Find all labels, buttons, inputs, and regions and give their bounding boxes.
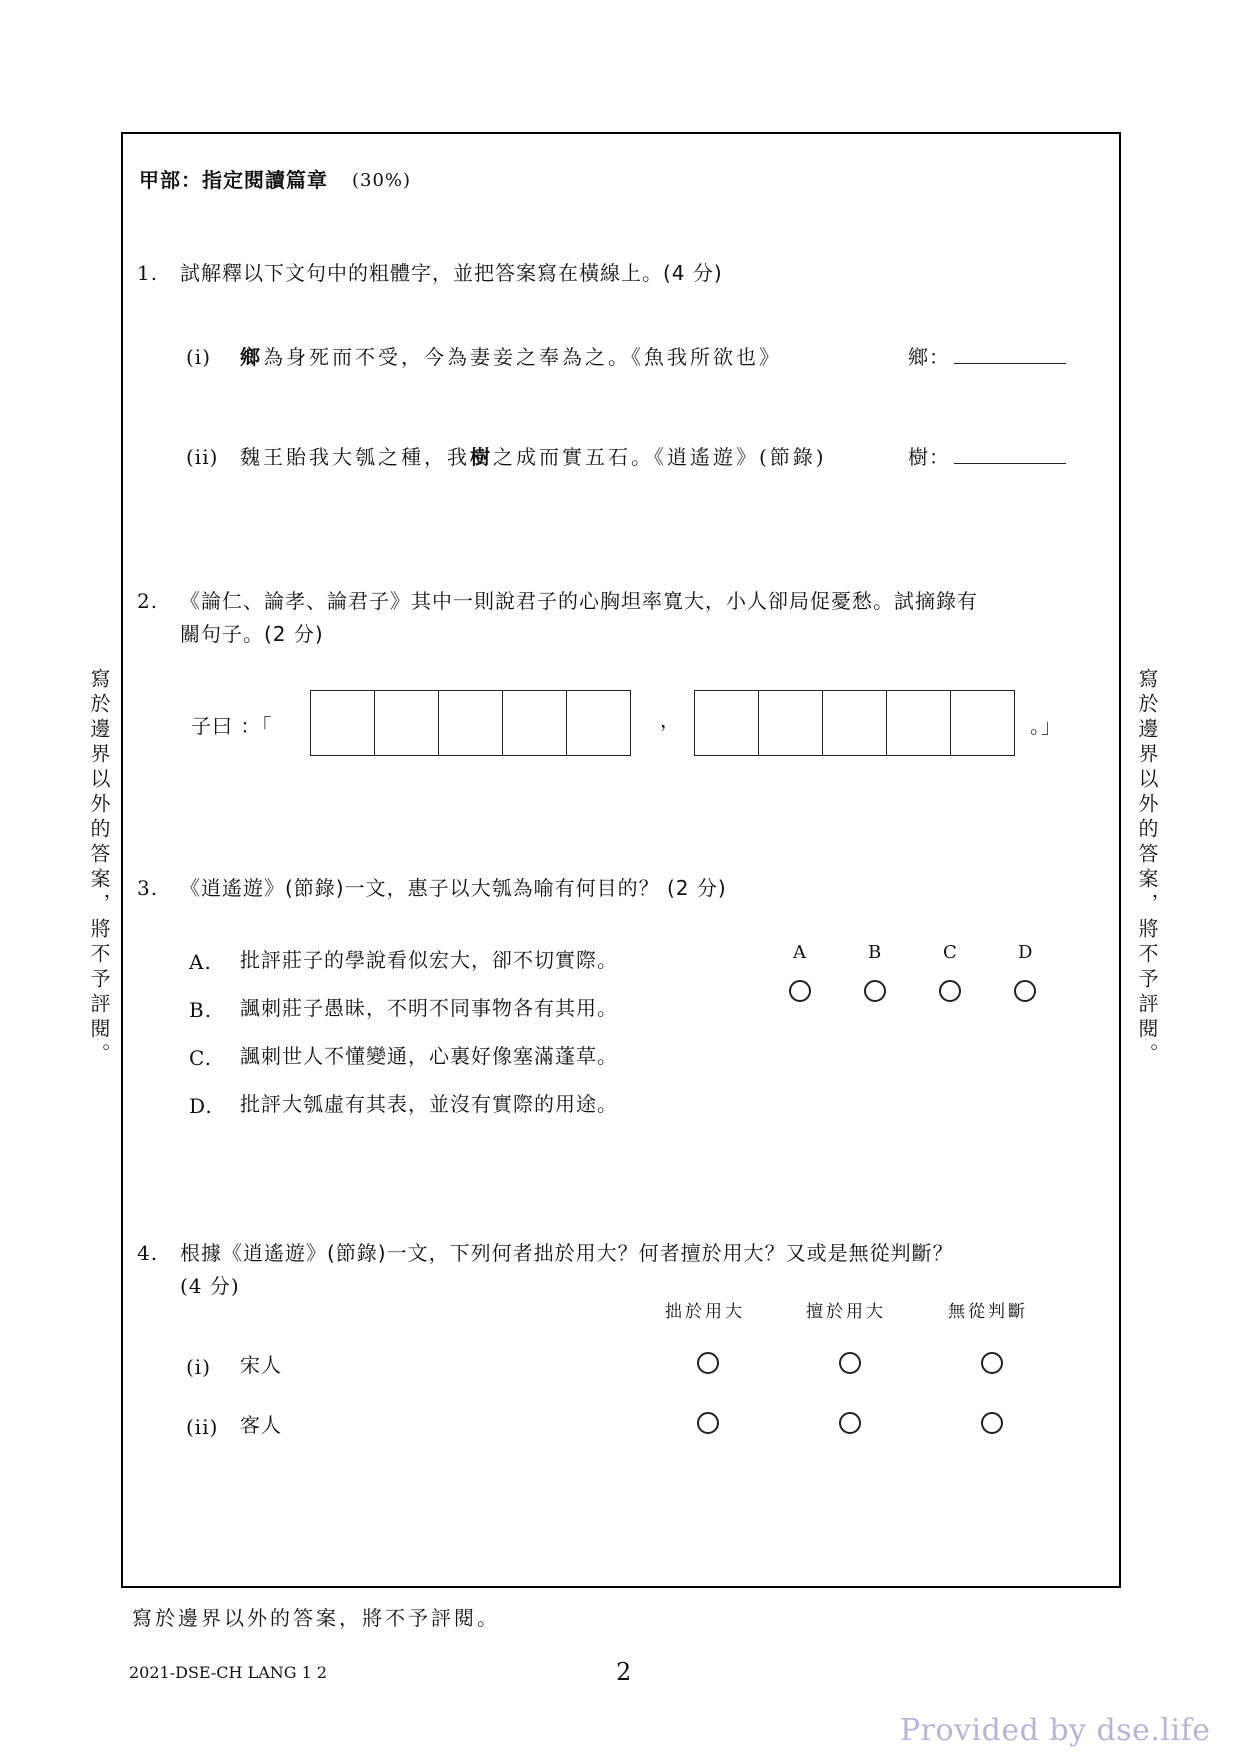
answer-box[interactable]: [887, 691, 951, 755]
q4-prompt-line2: (4 分): [180, 1274, 240, 1298]
q1-prompt: 試解釋以下文句中的粗體字，並把答案寫在橫線上。(4 分): [180, 261, 723, 285]
q4-col-2: 擅於用大: [806, 1302, 886, 1322]
q4-row-2-bubble-3[interactable]: [981, 1412, 1003, 1434]
watermark: Provided by dse.life: [900, 1713, 1211, 1748]
q3-bubble-c[interactable]: [939, 980, 961, 1002]
section-title: 甲部：指定閱讀篇章: [139, 168, 328, 192]
q1-answer-2-label: 樹：: [908, 445, 950, 469]
q4-row-2-bubble-2[interactable]: [839, 1412, 861, 1434]
bottom-note: 寫於邊界以外的答案，將不予評閱。: [132, 1606, 500, 1630]
q1-item-2-label: (ii): [186, 445, 219, 469]
q3-option-b-text: 諷刺莊子愚昧，不明不同事物各有其用。: [240, 996, 618, 1020]
q3-bubble-label-b: B: [868, 942, 883, 963]
right-margin-note: 寫於邊界以外的答案，將不予評閱。: [1135, 668, 1159, 1068]
q3-option-a-letter: A.: [189, 950, 212, 974]
q3-option-c-text: 諷刺世人不懂變通，心裏好像塞滿蓬草。: [240, 1044, 618, 1068]
q3-option-b-letter: B.: [189, 998, 213, 1022]
q1-item-2-before: 魏王貽我大瓠之種，我: [240, 445, 470, 469]
q2-prompt-line1: 《論仁、論孝、論君子》其中一則說君子的心胸坦率寬大，小人卻局促憂愁。試摘錄有: [180, 589, 978, 613]
q3-number: 3.: [137, 876, 159, 900]
q1-item-2-bold: 樹: [470, 445, 493, 469]
footer-code: 2021-DSE-CH LANG 1 2: [129, 1663, 328, 1682]
q4-row-2-label: (ii): [186, 1415, 219, 1439]
q4-row-1-bubble-2[interactable]: [839, 1352, 861, 1374]
answer-box[interactable]: [567, 691, 631, 755]
q1-item-1-text: [240, 347, 782, 367]
q3-bubble-label-d: D: [1018, 942, 1034, 963]
q2-prompt-line2: 關句子。(2 分): [180, 622, 324, 646]
answer-box[interactable]: [759, 691, 823, 755]
q3-option-d-letter: D.: [189, 1094, 213, 1118]
answer-box[interactable]: [439, 691, 503, 755]
answer-box[interactable]: [375, 691, 439, 755]
q3-bubble-label-a: A: [793, 942, 807, 963]
page-number: 2: [616, 1658, 633, 1686]
section-marks: (30%): [352, 170, 412, 191]
q3-bubble-label-c: C: [943, 942, 958, 963]
q4-row-1-text: 宋人: [240, 1353, 282, 1377]
q1-answer-1: [908, 347, 1066, 367]
q2-answer-boxes-2[interactable]: [694, 690, 1015, 756]
q1-item-2-text: [240, 447, 827, 467]
q1-answer-1-label: 鄉：: [908, 345, 950, 369]
q3-option-d-text: 批評大瓠虛有其表，並沒有實際的用途。: [240, 1092, 618, 1116]
q4-row-2-text: 客人: [240, 1413, 282, 1437]
q4-row-1-bubble-1[interactable]: [697, 1352, 719, 1374]
q2-lead: 子曰 ：「: [191, 714, 273, 738]
q4-col-1: 拙於用大: [665, 1302, 745, 1322]
q3-bubble-d[interactable]: [1014, 980, 1036, 1002]
q1-answer-2-line[interactable]: [954, 447, 1066, 464]
q1-number: 1.: [137, 261, 159, 285]
q2-answer-boxes-1[interactable]: [310, 690, 631, 756]
q1-answer-2: [908, 447, 1066, 467]
q3-option-a-text: 批評莊子的學說看似宏大，卻不切實際。: [240, 948, 618, 972]
q4-col-3: 無從判斷: [948, 1302, 1028, 1322]
q3-prompt: 《逍遙遊》(節錄)一文，惠子以大瓠為喻有何目的？ (2 分): [180, 876, 727, 900]
q2-end: 。」: [1030, 714, 1062, 738]
q1-item-1-label: (i): [186, 345, 212, 369]
q1-item-1-bold: 鄉: [240, 345, 263, 369]
q4-row-2-bubble-1[interactable]: [697, 1412, 719, 1434]
q1-item-2-after: 之成而實五石。《逍遙遊》(節錄): [493, 445, 827, 469]
q2-number: 2.: [137, 589, 159, 613]
q2-comma: ，: [660, 708, 681, 732]
q3-bubble-a[interactable]: [789, 980, 811, 1002]
q3-option-c-letter: C.: [189, 1046, 212, 1070]
q4-row-1-label: (i): [186, 1355, 212, 1379]
q1-item-1-rest: 為身死而不受，今為妻妾之奉為之。《魚我所欲也》: [263, 345, 782, 369]
answer-box[interactable]: [695, 691, 759, 755]
answer-box[interactable]: [503, 691, 567, 755]
q3-bubble-b[interactable]: [864, 980, 886, 1002]
q4-prompt-line1: 根據《逍遙遊》(節錄)一文，下列何者拙於用大？何者擅於用大？又或是無從判斷？: [180, 1241, 954, 1265]
answer-box[interactable]: [311, 691, 375, 755]
answer-box[interactable]: [823, 691, 887, 755]
q4-number: 4.: [137, 1241, 159, 1265]
q1-answer-1-line[interactable]: [954, 347, 1066, 364]
left-margin-note: 寫於邊界以外的答案，將不予評閱。: [87, 668, 111, 1068]
q4-row-1-bubble-3[interactable]: [981, 1352, 1003, 1374]
answer-box[interactable]: [951, 691, 1015, 755]
